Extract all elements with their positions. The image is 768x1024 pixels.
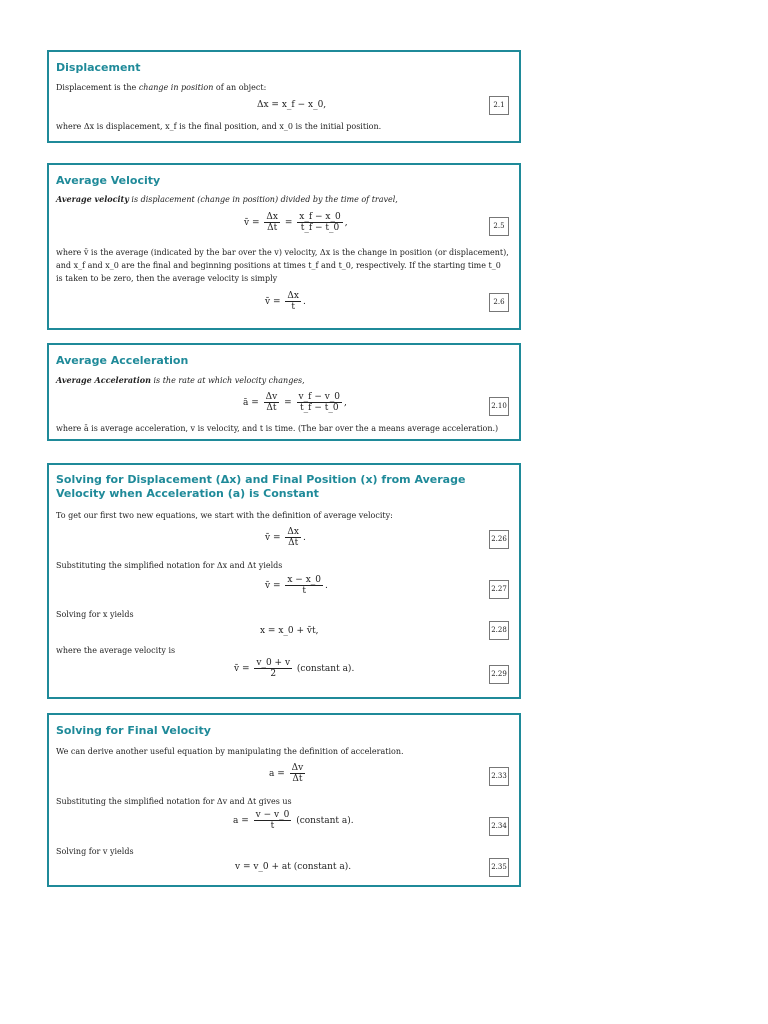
equation-number: 2.5 <box>489 217 509 236</box>
section-title: Average Acceleration <box>56 354 189 367</box>
equation-number: 2.35 <box>489 858 509 877</box>
equation: v = v_0 + at (constant a). <box>235 862 352 872</box>
equation: v̄ = $\frac{v\_0 + v}{2}$ (constant a). <box>234 658 355 679</box>
equation-number: 2.6 <box>489 293 509 312</box>
equation-number: 2.26 <box>489 530 509 549</box>
section-title: Solving for Displacement (Δx) and Final Position (x) from Average Velocity when Acceleration (a) is Constant <box>56 473 466 500</box>
paragraph: Solving for v yields <box>56 847 134 856</box>
average-velocity-card <box>47 163 521 330</box>
equation-number: 2.28 <box>489 621 509 640</box>
equation: v̄ = $\frac{\Delta x}{t}$ . <box>265 291 306 312</box>
equation: a = $\frac{v - v\_0}{t}$ (constant a). <box>233 810 354 831</box>
equation-number: 2.1 <box>489 96 509 115</box>
paragraph: Average Acceleration is the rate at which velocity changes, <box>56 375 305 385</box>
section-title: Average Velocity <box>56 174 161 187</box>
paragraph: Displacement is the change in position of an object: <box>56 83 267 92</box>
paragraph: To get our first two new equations, we start with the definition of average velocity: <box>56 511 393 520</box>
equation: ā = $\frac{\Delta v}{\Delta t}$ = $\frac{v\_f - v\_0}{t\_f - t\_0}$ , <box>243 392 347 413</box>
paragraph: where ā is average acceleration, v is velocity, and t is time. (The bar over the a means average acceleration.) <box>56 424 499 433</box>
paragraph: where Δx is displacement, x_f is the final position, and x_0 is the initial position. <box>56 122 382 131</box>
paragraph: Substituting the simplified notation for Δv and Δt gives us <box>56 797 292 806</box>
paragraph: where the average velocity is <box>56 646 176 655</box>
solving-displacement-card <box>47 463 521 699</box>
paragraph: Substituting the simplified notation for Δx and Δt yields <box>56 561 283 570</box>
equation: Δx = x_f − x_0, <box>257 100 327 110</box>
final-velocity-card <box>47 713 521 887</box>
paragraph: Solving for x yields <box>56 610 134 619</box>
equation-number: 2.34 <box>489 817 509 836</box>
equation: a = $\frac{\Delta v}{\Delta t}$ <box>269 763 304 784</box>
equation-number: 2.29 <box>489 665 509 684</box>
paragraph: where v̄ is the average (indicated by the bar over the v) velocity, Δx is the change in position (or displacement), and x_f and x_0 are the final and beginning positions at times t_f and t_0, respectively. If the starting time t_0 is taken to be zero, then the average velocity is simply <box>56 248 509 283</box>
section-title: Solving for Final Velocity <box>56 724 211 737</box>
average-acceleration-card <box>47 343 521 441</box>
equation: v̄ = $\frac{\Delta x}{\Delta t}$ = $\frac{x\_f - x\_0}{t\_f - t\_0}$ , <box>244 212 348 233</box>
equation: x = x_0 + v̄t, <box>260 626 319 636</box>
section-title: Displacement <box>56 61 141 74</box>
paragraph: Average velocity is displacement (change in position) divided by the time of travel, <box>56 194 398 204</box>
displacement-card <box>47 50 521 143</box>
equation: v̄ = $\frac{x - x\_0}{t}$ . <box>265 575 328 596</box>
paragraph: We can derive another useful equation by manipulating the definition of acceleration. <box>56 747 404 756</box>
equation: v̄ = $\frac{\Delta x}{\Delta t}$ . <box>265 527 306 548</box>
equation-number: 2.33 <box>489 767 509 786</box>
equation-number: 2.10 <box>489 397 509 416</box>
equation-number: 2.27 <box>489 580 509 599</box>
